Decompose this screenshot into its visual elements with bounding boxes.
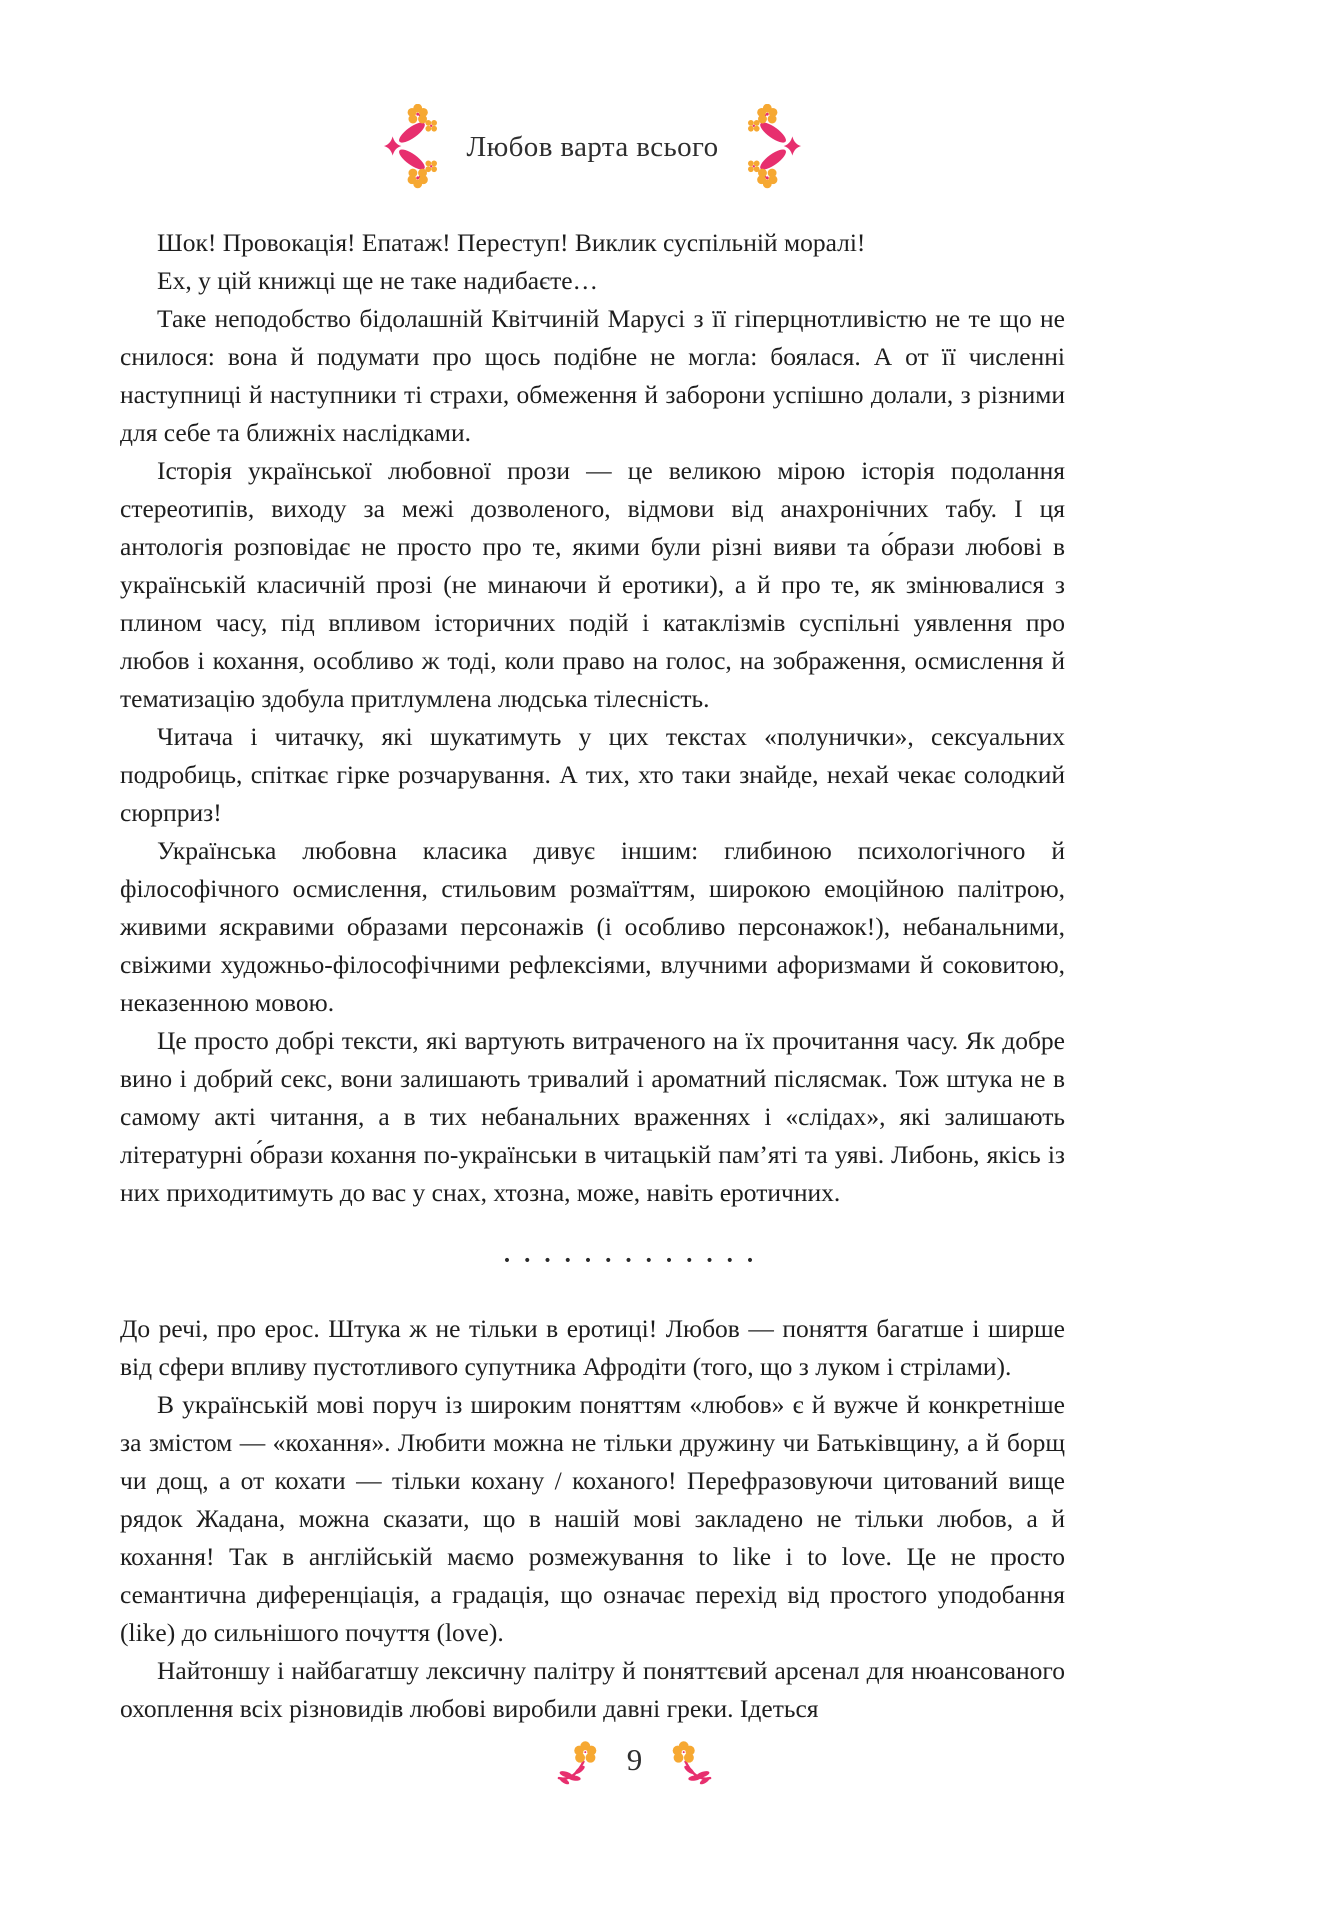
paragraph: В українській мові поруч із широким поняттям «любов» є й вужче й конкретніше за змістом — «кохання». Любити можна не тільки дружину чи Батьківщину, а й борщ чи дощ, а от кохати — тільки кохану / коханого! Перефразовуючи цитований вище рядок Жадана, можна сказати, що в нашій мові закладено не тільки любов, а й кохання! Так в англійській маємо розмежування to like і to love. Це не просто семантична диференціація, а градація, що означає перехід від простого уподобання (like) до сильнішого почуття (love). (120, 1390, 1065, 1647)
page-footer (120, 1738, 1065, 1789)
floral-branch-ornament-left-icon (383, 104, 437, 190)
page-header (120, 102, 1065, 192)
paragraph: Історія української любовної прози — це великою мірою історія подолання стереотипів, виходу за межі дозволеного, відмови від анахронічних табу. І ця антологія розповідає не просто про те, якими були різні вияви та о́брази любові в українській класичній прозі (не минаючи й еротики), а й про те, як змінювалися з плином часу, під впливом історичних подій і катаклізмів суспільні уявлення про любов і кохання, особливо ж тоді, коли право на голос, на зображення, осмислення й тематизацію здобула притлумлена людська тілесність. (120, 456, 1065, 713)
paragraph: Шок! Провокація! Епатаж! Переступ! Виклик суспільній моралі! (157, 228, 866, 257)
body-text (120, 224, 1065, 1728)
running-title: Любов варта всього (466, 130, 719, 163)
paragraph: Читача і читачку, які шукатимуть у цих текстах «полунички», сексуальних подробиць, спіткає гірке розчарування. А тих, хто таки знайде, нехай чекає солодкий сюрприз! (120, 722, 1065, 827)
dotted-section-separator: ••••••••••••• (502, 1253, 767, 1269)
paragraph: До речі, про ерос. Штука ж не тільки в еротиці! Любов — поняття багатше і ширше від сфери впливу пустотливого супутника Афродіти (того, що з луком і стрілами). (120, 1314, 1065, 1381)
flower-sprig-ornament-left-icon (555, 1738, 601, 1789)
flower-sprig-ornament-right-icon (668, 1738, 714, 1789)
paragraph: Це просто добрі тексти, які вартують витраченого на їх прочитання часу. Як добре вино і добрий секс, вони залишають тривалий і ароматний післясмак. Тож штука не в самому акті читання, а в тих небанальних враженнях і «слідах», які залишають літературні о́брази кохання по-українськи в читацькій пам’яті та уяві. Либонь, якісь із них приходитимуть до вас у снах, хтозна, може, навіть еротичних. (120, 1026, 1065, 1207)
page-number: 9 (626, 1741, 643, 1777)
paragraph: Українська любовна класика дивує іншим: глибиною психологічного й філософічного осмислення, стильовим розмаїттям, широкою емоційною палітрою, живими яскравими образами персонажів (і особливо персонажок!), небанальними, свіжими художньо-філософічними рефлексіями, влучними афоризмами й соковитою, неказенною мовою. (120, 836, 1065, 1017)
floral-branch-ornament-right-icon (748, 104, 802, 190)
paragraph: Таке неподобство бідолашній Квітчиній Марусі з її гіперцнотливістю не те що не снилося: вона й подумати про щось подібне не могла: боялася. А от її численні наступниці й наступники ті страхи, обмеження й заборони успішно долали, з різними для себе та ближніх наслідками. (120, 304, 1065, 447)
paragraph: Ех, у цій книжці ще не таке надибаєте… (157, 266, 599, 295)
paragraph: Найтоншу і найбагатшу лексичну палітру й поняттєвий арсенал для нюансованого охоплення всіх різновидів любові виробили давні греки. Ідеться (120, 1656, 1065, 1723)
